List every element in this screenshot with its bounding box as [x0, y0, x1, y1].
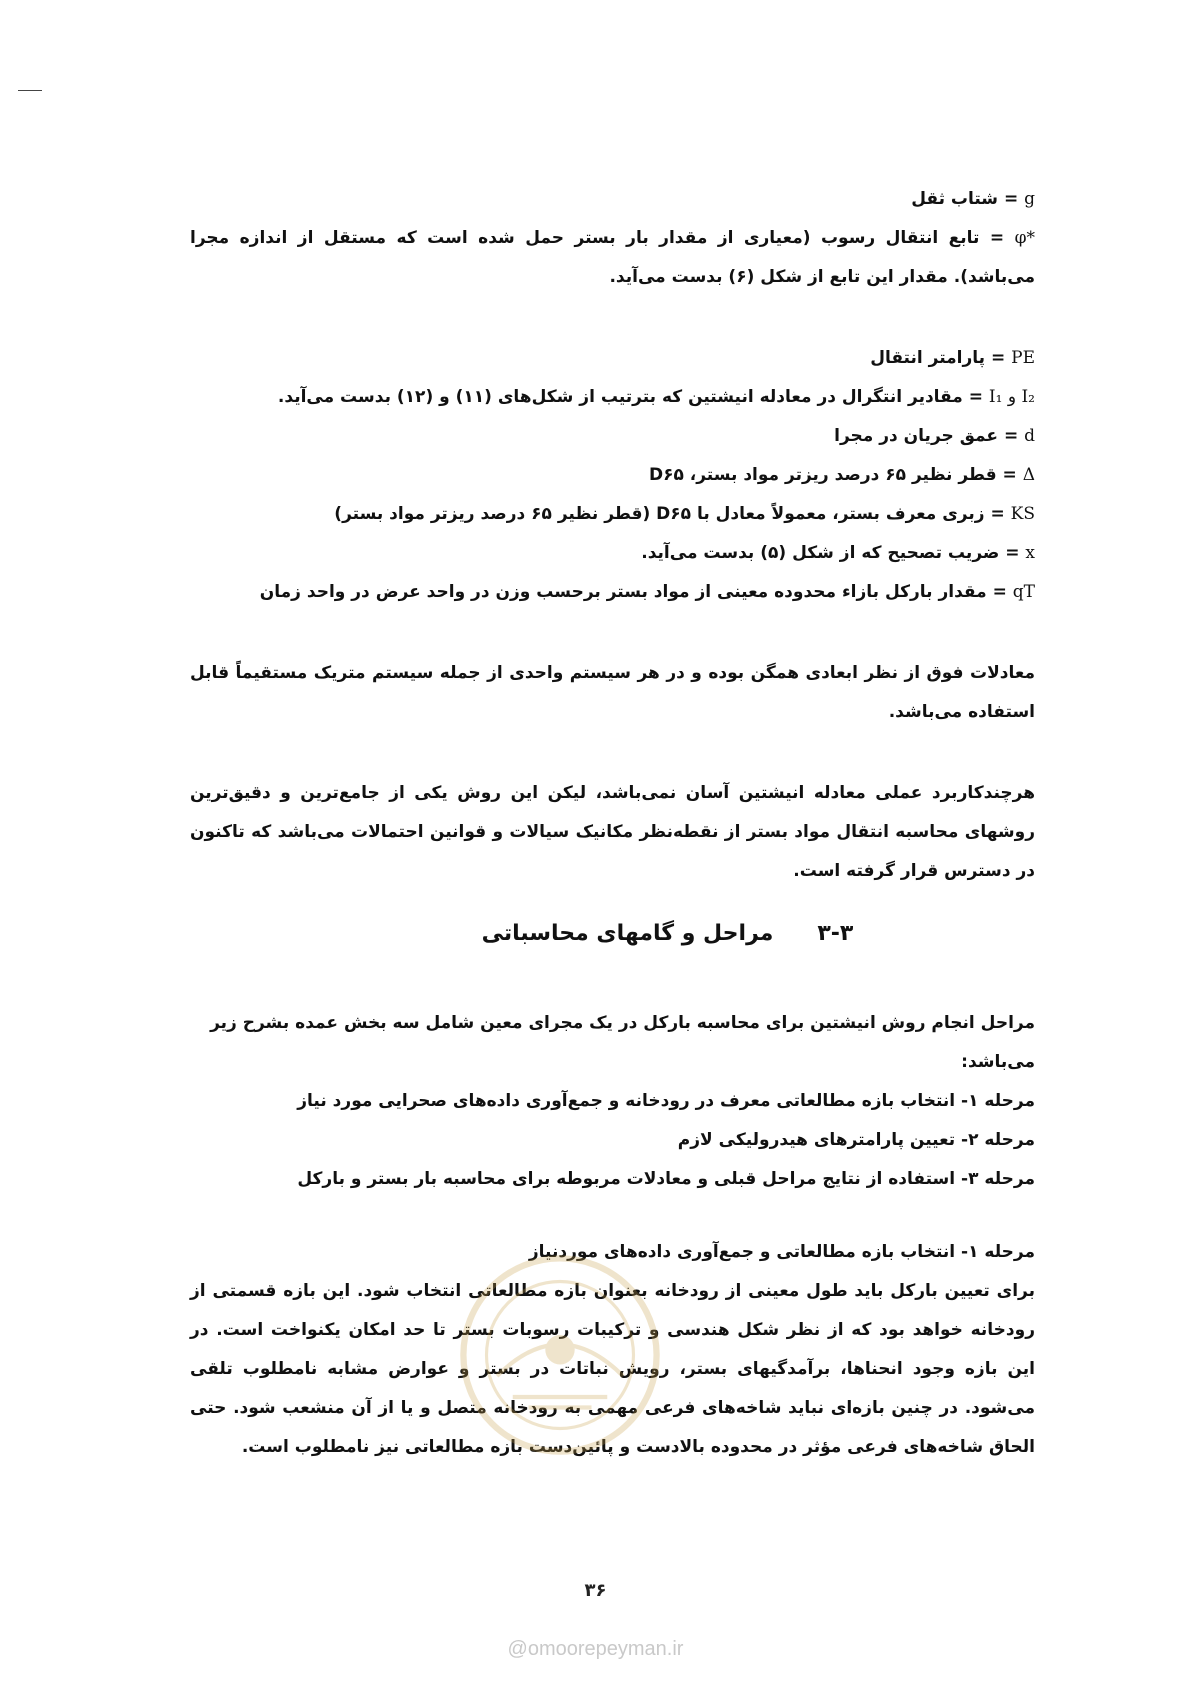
- section-title: مراحل و گامهای محاسباتی: [481, 921, 774, 946]
- body-paragraph: برای تعیین بارکل باید طول معینی از رودخانه بعنوان بازه مطالعاتی انتخاب شود. این بازه قسمتی از رودخانه خواهد بود که از نظر شکل هندسی و ترکیبات رسوبات بستر تا حد امکان یکنواخت است. در این بازه وجود انحناها، برآمدگیهای بستر، رویش نباتات در بستر و عوارض مشابه نامطلوب تلقی می‌شود. در چنین بازه‌ای نباید شاخه‌های فرعی مهمی به رودخانه متصل و یا از آن منشعب شود. حتی الحاق شاخه‌های فرعی مؤثر در محدوده بالادست و پائین‌دست بازه مطالعاتی نیز نامطلوب است.: [190, 1281, 1035, 1457]
- definition-i1-i2: [190, 378, 1035, 417]
- definition-text: = مقدار بارکل بازاء محدوده معینی از مواد بستر برحسب وزن در واحد عرض در واحد زمان: [259, 582, 1007, 602]
- paragraph-dimensional: معادلات فوق از نظر ابعادی همگن بوده و در هر سیستم واحدی از جمله سیستم متریک مستقیماً قابل استفاده می‌باشد.: [190, 663, 1035, 722]
- definition-text: = عمق جریان در مجرا: [834, 426, 1019, 446]
- symbol-delta: Δ: [1022, 465, 1035, 485]
- watermark-text: @omoorepeyman.ir: [507, 1638, 684, 1660]
- symbol-pe: PE: [1011, 348, 1035, 368]
- definition-g: [190, 180, 1035, 219]
- step-item: مرحله ۳- استفاده از نتایج مراحل قبلی و معادلات مربوطه برای محاسبه بار بستر و بارکل: [297, 1169, 1035, 1189]
- page-number: ۳۶: [584, 1580, 607, 1601]
- symbol-qt: qT: [1012, 582, 1035, 602]
- definition-text: = قطر نظیر ۶۵ درصد ریزتر مواد بستر، D۶۵: [648, 465, 1017, 485]
- definition-text: = زبری معرف بستر، معمولاً معادل با D۶۵ (قطر نظیر ۶۵ درصد ریزتر مواد بستر): [334, 504, 1005, 524]
- step-item: مرحله ۱- انتخاب بازه مطالعاتی معرف در رودخانه و جمع‌آوری داده‌های صحرایی مورد نیاز: [297, 1091, 1035, 1111]
- definition-text: = ضریب تصحیح که از شکل (۵) بدست می‌آید.: [641, 543, 1020, 563]
- intro-text: مراحل انجام روش انیشتین برای محاسبه بارکل در یک مجرای معین شامل سه بخش عمده بشرح زیر می‌باشد:: [210, 1013, 1035, 1072]
- definition-text: = مقادیر انتگرال در معادله انیشتین که بترتیب از شکل‌های (۱۱) و (۱۲) بدست می‌آید.: [277, 387, 983, 407]
- symbol-d: d: [1024, 426, 1035, 446]
- step-item: مرحله ۲- تعیین پارامترهای هیدرولیکی لازم: [677, 1130, 1035, 1150]
- definition-x: [190, 534, 1035, 573]
- subheading: مرحله ۱- انتخاب بازه مطالعاتی و جمع‌آوری داده‌های موردنیاز: [528, 1242, 1035, 1262]
- symbol-i1-i2: I₁ و I₂: [988, 387, 1035, 407]
- definition-text: = تابع انتقال رسوب (معیاری از مقدار بار بستر حمل شده است که مستقل از اندازه مجرا می‌باشد). مقدار این تابع از شکل (۶) بدست می‌آید.: [190, 228, 1035, 287]
- symbol-x: x: [1025, 543, 1035, 563]
- symbol-ks: KS: [1010, 504, 1035, 524]
- section-number: ۳-۳: [817, 921, 854, 946]
- definition-text: = شتاب ثقل: [911, 189, 1019, 209]
- definition-qt: [190, 573, 1035, 612]
- definition-text: = پارامتر انتقال: [870, 348, 1006, 368]
- definition-pe: [190, 339, 1035, 378]
- definition-phi: [190, 219, 1035, 297]
- page-edge-mark: [18, 90, 42, 91]
- definition-ks: [190, 495, 1035, 534]
- paragraph-einstein-method: هرچندکاربرد عملی معادله انیشتین آسان نمی‌باشد، لیکن این روش یکی از جامع‌ترین و دقیق‌ترین روشهای محاسبه انتقال مواد بستر از نقطه‌نظر مکانیک سیالات و قوانین احتمالات می‌باشد که تاکنون در دسترس قرار گرفته است.: [190, 783, 1035, 881]
- definition-delta: [190, 456, 1035, 495]
- symbol-g: g: [1024, 189, 1035, 209]
- symbol-phi: φ*: [1014, 228, 1035, 248]
- section-heading: [190, 921, 1035, 946]
- watermark-seal-icon: [455, 1250, 665, 1460]
- definition-d: [190, 417, 1035, 456]
